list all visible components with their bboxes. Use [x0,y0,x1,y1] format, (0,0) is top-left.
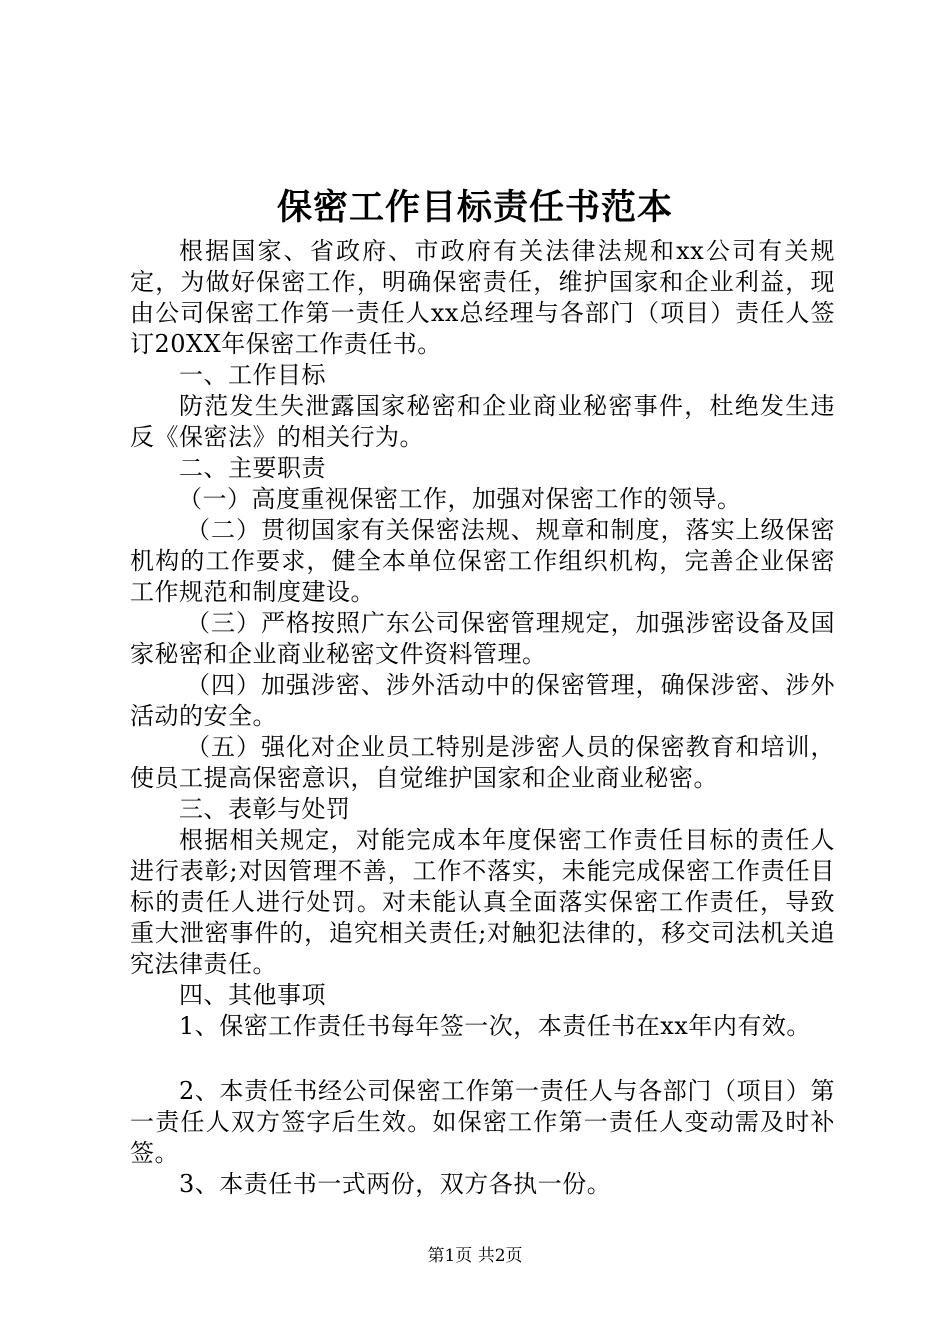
duty-item-3: （三）严格按照广东公司保密管理规定，加强涉密设备及国家秘密和企业商业秘密文件资料管理。 [130,609,835,668]
document-title: 保密工作目标责任书范本 [276,187,673,228]
section-heading-duties: 二、主要职责 [179,454,326,482]
document-body [130,236,835,1200]
duty-item-2: （二）贯彻国家有关保密法规、规章和制度，落实上级保密机构的工作要求，健全本单位保密工作组织机构，完善企业保密工作规范和制度建设。 [130,516,835,606]
page-number-footer: 第1页 共2页 [427,1246,523,1266]
duty-item-5: （五）强化对企业员工特别是涉密人员的保密教育和培训，使员工提高保密意识，自觉维护国家和企业商业秘密。 [130,733,835,792]
other-item-3: 3、本责任书一式两份，双方各执一份。 [179,1170,612,1198]
other-item-2: 2、本责任书经公司保密工作第一责任人与各部门（项目）第一责任人双方签字后生效。如保密工作第一责任人变动需及时补签。 [130,1077,835,1167]
intro-paragraph: 根据国家、省政府、市政府有关法律法规和xx公司有关规定，为做好保密工作，明确保密责任，维护国家和企业利益，现由公司保密工作第一责任人xx总经理与各部门（项目）责任人签订20XX年保密工作责任书。 [130,237,835,358]
other-item-1: 1、保密工作责任书每年签一次，本责任书在xx年内有效。 [179,1012,811,1040]
goals-paragraph: 防范发生失泄露国家秘密和企业商业秘密事件，杜绝发生违反《保密法》的相关行为。 [130,392,835,451]
section-heading-other: 四、其他事项 [179,981,326,1009]
rewards-paragraph: 根据相关规定，对能完成本年度保密工作责任目标的责任人进行表彰;对因管理不善，工作不落实，未能完成保密工作责任目标的责任人进行处罚。对未能认真全面落实保密工作责任，导致重大泄密事件的，追究相关责任;对触犯法律的，移交司法机关追究法律责任。 [130,826,835,978]
duty-item-1: （一）高度重视保密工作，加强对保密工作的领导。 [178,485,742,513]
duty-item-4: （四）加强涉密、涉外活动中的保密管理，确保涉密、涉外活动的安全。 [130,671,835,730]
section-heading-rewards: 三、表彰与处罚 [179,795,351,823]
section-heading-goals: 一、工作目标 [179,361,326,389]
